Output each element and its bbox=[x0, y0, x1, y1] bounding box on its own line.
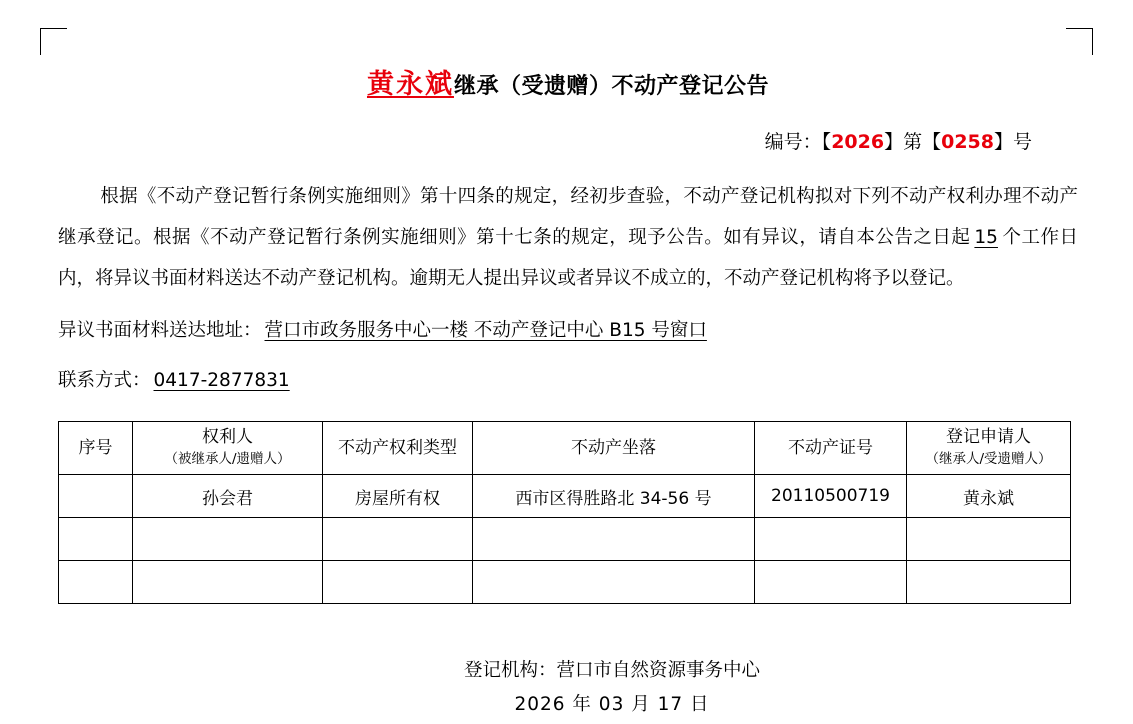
cell-cert bbox=[755, 518, 907, 561]
cell-owner: 孙会君 bbox=[133, 475, 323, 518]
registration-authority-line bbox=[58, 654, 1078, 688]
header-main-applicant: 登记申请人 bbox=[946, 426, 1031, 447]
serial-prefix: 编号：【 bbox=[764, 131, 832, 153]
header-main-location: 不动产坐落 bbox=[571, 437, 656, 458]
header-main-type: 不动产权利类型 bbox=[338, 437, 457, 458]
cell-owner bbox=[133, 518, 323, 561]
registration-authority-value: 营口市自然资源事务中心 bbox=[556, 660, 761, 681]
title-owner-name: 黄永斌 bbox=[366, 69, 454, 100]
cell-no bbox=[59, 518, 133, 561]
header-main-cert: 不动产证号 bbox=[788, 437, 873, 458]
cell-type bbox=[323, 518, 473, 561]
serial-number: 0258 bbox=[941, 131, 994, 153]
cell-cert: 20110500719 bbox=[755, 475, 907, 518]
header-sub-applicant: （继承人/受遗赠人） bbox=[925, 450, 1052, 467]
header-sub-owner: （被继承人/遗赠人） bbox=[164, 450, 291, 467]
cell-location: 西市区得胜路北 34-56 号 bbox=[473, 475, 755, 518]
objection-address-label: 异议书面材料送达地址： bbox=[58, 320, 262, 341]
cell-location bbox=[473, 561, 755, 604]
paragraph-part-1: 根据《不动产登记暂行条例实施细则》第十四条的规定，经初步查验，不动产登记机构拟对下列不动产权利办理不动产继承登记。根据《不动产登记暂行条例实施细则》第十七条的规定，现予公告。如有异议，请自本公告之日起 bbox=[58, 186, 1078, 248]
document-footer bbox=[58, 654, 1078, 722]
cell-type bbox=[323, 561, 473, 604]
objection-address-value: 营口市政务服务中心一楼 不动产登记中心 B15 号窗口 bbox=[264, 320, 707, 341]
table-row bbox=[59, 561, 1071, 604]
document-date: 2026 年 03 月 17 日 bbox=[514, 694, 710, 715]
table-header-cell-type bbox=[323, 422, 473, 475]
serial-middle: 】第【 bbox=[884, 131, 942, 153]
table-body bbox=[59, 475, 1071, 604]
paragraph-part-2: 个工作日内，将异议书面材料送达不动产登记机构。逾期无人提出异议或者异议不成立的，不动产登记机构将予以登记。 bbox=[58, 227, 1078, 289]
page-title bbox=[58, 62, 1078, 101]
cell-type: 房屋所有权 bbox=[323, 475, 473, 518]
contact-value: 0417-2877831 bbox=[153, 370, 290, 391]
cell-no bbox=[59, 561, 133, 604]
registration-authority-label: 登记机构： bbox=[463, 660, 557, 681]
notice-days-value: 15 bbox=[974, 227, 998, 248]
objection-address-field bbox=[58, 313, 1078, 349]
table-header-cell-cert bbox=[755, 422, 907, 475]
cell-cert bbox=[755, 561, 907, 604]
cell-location bbox=[473, 518, 755, 561]
table-header-row bbox=[59, 422, 1071, 475]
document-body bbox=[58, 40, 1078, 722]
table-header-cell-owner bbox=[133, 422, 323, 475]
table-row bbox=[59, 518, 1071, 561]
serial-number-line bbox=[58, 127, 1078, 154]
table-header-cell-no bbox=[59, 422, 133, 475]
registration-table bbox=[58, 421, 1071, 604]
header-main-no: 序号 bbox=[78, 437, 113, 458]
cell-owner bbox=[133, 561, 323, 604]
announcement-paragraph bbox=[58, 176, 1078, 299]
table-row bbox=[59, 475, 1071, 518]
cell-applicant: 黄永斌 bbox=[907, 475, 1071, 518]
contact-field bbox=[58, 363, 1078, 399]
table-header-cell-location bbox=[473, 422, 755, 475]
cell-applicant bbox=[907, 561, 1071, 604]
cell-no bbox=[59, 475, 133, 518]
serial-suffix: 】号 bbox=[993, 131, 1032, 153]
contact-label: 联系方式： bbox=[58, 370, 151, 391]
serial-year: 2026 bbox=[831, 131, 885, 153]
header-main-owner: 权利人 bbox=[202, 426, 253, 447]
title-rest: 继承（受遗赠）不动产登记公告 bbox=[453, 74, 769, 99]
table-header-cell-applicant bbox=[907, 422, 1071, 475]
cell-applicant bbox=[907, 518, 1071, 561]
table-header bbox=[59, 422, 1071, 475]
